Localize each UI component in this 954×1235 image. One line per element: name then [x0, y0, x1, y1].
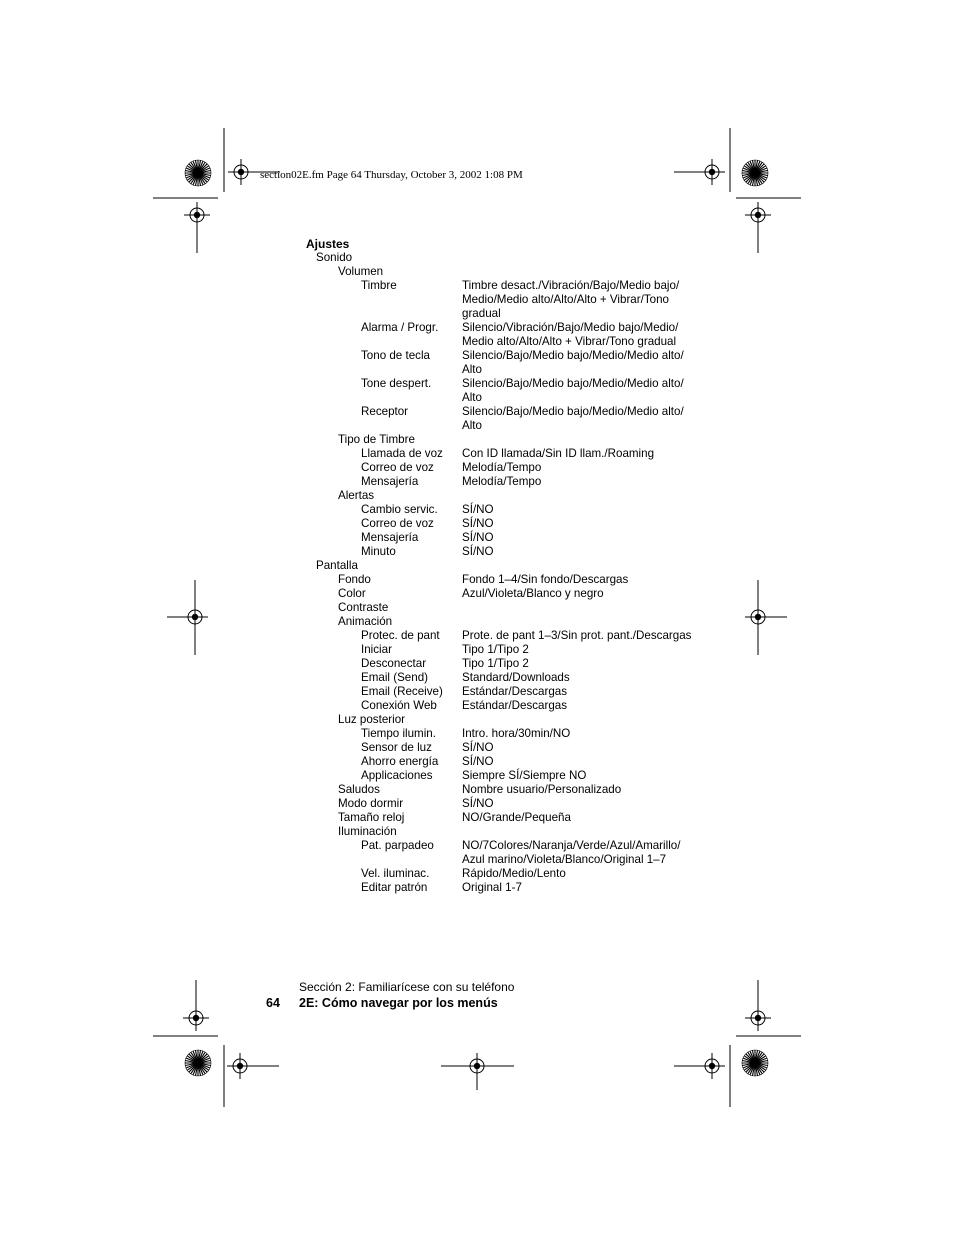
menu-item-value: SÍ/NO: [462, 755, 494, 768]
menu-item-label: Modo dormir: [338, 797, 404, 810]
menu-item-label: Email (Receive): [361, 685, 443, 698]
menu-item-label: Vel. iluminac.: [361, 867, 430, 880]
menu-item-value: Tipo 1/Tipo 2: [462, 657, 529, 670]
menu-item-label: Volumen: [338, 265, 384, 278]
menu-item-value: Silencio/Bajo/Medio bajo/Medio/Medio alto/: [462, 377, 684, 390]
menu-item-value: Alto: [462, 419, 482, 432]
menu-item-value: SÍ/NO: [462, 741, 494, 754]
menu-item-label: Alertas: [338, 489, 375, 502]
menu-item-value: Nombre usuario/Personalizado: [462, 783, 622, 796]
menu-item-value: Tipo 1/Tipo 2: [462, 643, 529, 656]
menu-item-label: Sonido: [316, 251, 353, 264]
menu-item-label: Correo de voz: [361, 461, 434, 474]
menu-item-label: Pat. parpadeo: [361, 839, 434, 852]
menu-item-label: Correo de voz: [361, 517, 434, 530]
menu-item-value: NO/7Colores/Naranja/Verde/Azul/Amarillo/: [462, 839, 681, 852]
menu-item-value: Estándar/Descargas: [462, 699, 568, 712]
menu-item-label: Receptor: [361, 405, 409, 418]
menu-item-label: Sensor de luz: [361, 741, 432, 754]
menu-item-label: Mensajería: [361, 531, 419, 544]
menu-item-value: Rápido/Medio/Lento: [462, 867, 566, 880]
page-number: 64: [266, 996, 280, 1010]
menu-title: Ajustes: [306, 237, 350, 251]
menu-item-value: SÍ/NO: [462, 517, 494, 530]
menu-item-label: Alarma / Progr.: [361, 321, 439, 334]
menu-item-label: Pantalla: [316, 559, 358, 572]
menu-item-value: Prote. de pant 1–3/Sin prot. pant./Descargas: [462, 629, 692, 642]
menu-item-label: Iniciar: [361, 643, 392, 656]
menu-item-label: Protec. de pant: [361, 629, 440, 642]
menu-item-label: Animación: [338, 615, 393, 628]
menu-item-label: Tone despert.: [361, 377, 432, 390]
menu-item-value: Azul/Violeta/Blanco y negro: [462, 587, 604, 600]
menu-item-value: Alto: [462, 363, 482, 376]
menu-item-label: Tiempo ilumin.: [361, 727, 436, 740]
menu-item-value: Melodía/Tempo: [462, 475, 542, 488]
menu-item-value: gradual: [462, 307, 501, 320]
menu-item-label: Saludos: [338, 783, 380, 796]
menu-item-label: Color: [338, 587, 366, 600]
menu-item-label: Tono de tecla: [361, 349, 430, 362]
print-slug: section02E.fm Page 64 Thursday, October 3, 2002 1:08 PM: [260, 169, 523, 181]
menu-item-value: Silencio/Bajo/Medio bajo/Medio/Medio alto/: [462, 405, 684, 418]
menu-item-value: Alto: [462, 391, 482, 404]
menu-item-label: Luz posterior: [338, 713, 406, 726]
menu-item-value: SÍ/NO: [462, 503, 494, 516]
menu-item-value: Silencio/Vibración/Bajo/Medio bajo/Medio/: [462, 321, 679, 334]
menu-item-value: Original 1-7: [462, 881, 522, 894]
menu-item-label: Contraste: [338, 601, 389, 614]
menu-item-label: Applicaciones: [361, 769, 433, 782]
menu-item-value: Medio/Medio alto/Alto/Alto + Vibrar/Tono: [462, 293, 669, 306]
menu-item-label: Mensajería: [361, 475, 419, 488]
menu-item-label: Tamaño reloj: [338, 811, 405, 824]
menu-item-label: Minuto: [361, 545, 396, 558]
menu-item-label: Llamada de voz: [361, 447, 443, 460]
menu-item-label: Fondo: [338, 573, 371, 586]
menu-item-value: Intro. hora/30min/NO: [462, 727, 571, 740]
menu-item-label: Desconectar: [361, 657, 427, 670]
menu-item-label: Conexión Web: [361, 699, 437, 712]
menu-item-label: Email (Send): [361, 671, 429, 684]
menu-item-value: Melodía/Tempo: [462, 461, 542, 474]
menu-item-label: Timbre: [361, 279, 397, 292]
menu-item-value: SÍ/NO: [462, 531, 494, 544]
menu-item-value: SÍ/NO: [462, 545, 494, 558]
menu-item-label: Cambio servic.: [361, 503, 438, 516]
menu-item-value: Fondo 1–4/Sin fondo/Descargas: [462, 573, 629, 586]
menu-item-value: Silencio/Bajo/Medio bajo/Medio/Medio alto/: [462, 349, 684, 362]
menu-item-value: SÍ/NO: [462, 797, 494, 810]
menu-item-value: Azul marino/Violeta/Blanco/Original 1–7: [462, 853, 667, 866]
menu-item-value: Estándar/Descargas: [462, 685, 568, 698]
menu-item-label: Tipo de Timbre: [338, 433, 415, 446]
menu-item-label: Iluminación: [338, 825, 397, 838]
menu-item-value: Medio alto/Alto/Alto + Vibrar/Tono gradual: [462, 335, 677, 348]
menu-item-value: NO/Grande/Pequeña: [462, 811, 571, 824]
menu-item-value: Standard/Downloads: [462, 671, 570, 684]
menu-item-label: Ahorro energía: [361, 755, 439, 768]
menu-item-value: Siempre SÍ/Siempre NO: [462, 769, 587, 782]
footer-section: Sección 2: Familiarícese con su teléfono: [299, 980, 515, 994]
menu-item-value: Timbre desact./Vibración/Bajo/Medio bajo/: [462, 279, 680, 292]
menu-item-value: Con ID llamada/Sin ID llam./Roaming: [462, 447, 655, 460]
menu-item-label: Editar patrón: [361, 881, 428, 894]
footer-chapter: 2E: Cómo navegar por los menús: [299, 996, 498, 1010]
